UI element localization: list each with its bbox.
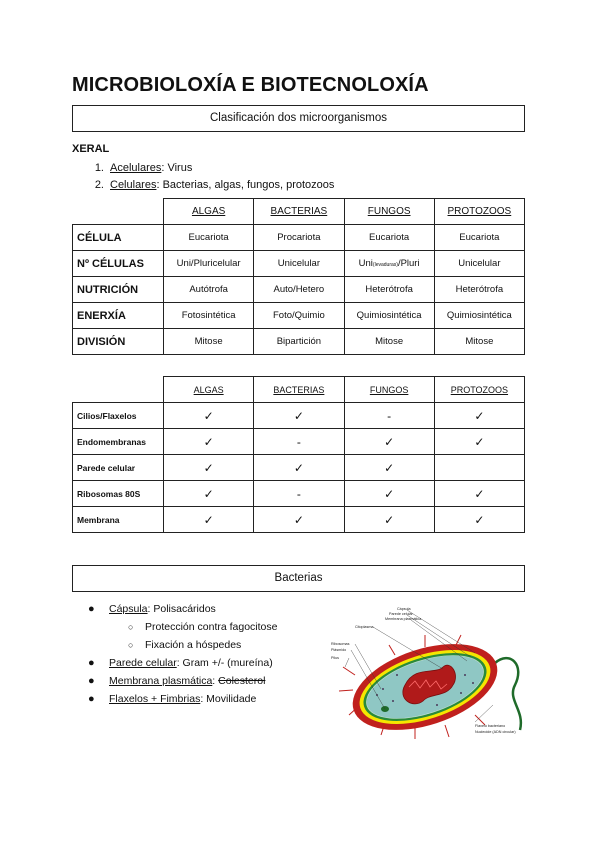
table-cell: ✓ (344, 429, 434, 455)
list-item: ○ Fixación a hóspedes (88, 636, 278, 654)
table-cell: Eucariota (434, 225, 524, 251)
table-cell: ✓ (254, 507, 344, 533)
table-cell: Eucariota (164, 225, 254, 251)
row-header: Nº CÉLULAS (73, 251, 164, 277)
bullet-icon: ● (88, 657, 95, 669)
table-cell: ✓ (434, 507, 524, 533)
table-row (73, 507, 525, 533)
circle-bullet-icon: ○ (128, 640, 134, 650)
table-header-row (73, 377, 525, 403)
list-item: ● Membrana plasmática: Colesterol (88, 672, 278, 690)
table-cell: Quimiosintética (344, 303, 434, 329)
bacterias-list (88, 600, 278, 708)
table-cell: Mitose (164, 329, 254, 355)
row-header: Endomembranas (73, 429, 164, 455)
table-cell: Unicelular (254, 251, 344, 277)
section-header-bacterias: Bacterias (72, 565, 525, 592)
column-header: ALGAS (164, 199, 254, 225)
table-cell: Mitose (344, 329, 434, 355)
table-cell: - (254, 481, 344, 507)
table-row (73, 329, 525, 355)
column-header: PROTOZOOS (434, 199, 524, 225)
list-item: ○ Protección contra fagocitose (88, 618, 278, 636)
row-header: CÉLULA (73, 225, 164, 251)
table-row (73, 429, 525, 455)
table-cell: Procariota (254, 225, 344, 251)
table-cell: Fotosintética (164, 303, 254, 329)
table-row (73, 303, 525, 329)
flagellum-shape (495, 658, 521, 730)
list-item: ● Flaxelos + Fimbrias: Movilidade (88, 690, 278, 708)
diagram-label: Membrana plasmática (385, 617, 422, 621)
row-header: Ribosomas 80S (73, 481, 164, 507)
table-cell: ✓ (164, 429, 254, 455)
table-cell: ✓ (344, 507, 434, 533)
term: Celulares (110, 179, 157, 191)
table-cell: ✓ (344, 481, 434, 507)
section-header-clasificacion: Clasificación dos microorganismos (72, 105, 525, 132)
table-cell: Uni/Pluricelular (164, 251, 254, 277)
bacterium-diagram (325, 605, 530, 745)
table-cell: Heterótrofa (344, 277, 434, 303)
table-cell: Heterótrofa (434, 277, 524, 303)
bullet-icon: ● (88, 603, 95, 615)
table-cell: ✓ (164, 507, 254, 533)
table-cell: - (254, 429, 344, 455)
column-header: BACTERIAS (254, 199, 344, 225)
diagram-label: Cápsula (397, 607, 411, 611)
column-header: BACTERIAS (254, 377, 344, 403)
list-item: ● Parede celular: Gram +/- (mureína) (88, 654, 278, 672)
list-item: 1. Acelulares: Virus (94, 162, 193, 174)
diagram-label: Pilus (331, 656, 339, 660)
table-cell: ✓ (164, 455, 254, 481)
table-cell (434, 455, 524, 481)
diagram-label: Flaxelo bacteriano (475, 724, 506, 728)
xeral-heading: XERAL (72, 143, 110, 155)
table-structures (72, 376, 525, 533)
table-row (73, 277, 525, 303)
diagram-label: Nucleoide (ADN circular) (475, 730, 516, 734)
column-header: FUNGOS (344, 199, 434, 225)
xeral-list (72, 160, 334, 194)
row-header: DIVISIÓN (73, 329, 164, 355)
table-cell: ✓ (434, 481, 524, 507)
diagram-label: Plásmido (331, 648, 347, 652)
table-cell: ✓ (164, 481, 254, 507)
diagram-label: Ribosomas (331, 642, 350, 646)
list-item: ● Cápsula: Polisacáridos (88, 600, 278, 618)
table-cell: Foto/Quimio (254, 303, 344, 329)
table-cell: Autótrofa (164, 277, 254, 303)
circle-bullet-icon: ○ (128, 622, 134, 632)
table-row (73, 455, 525, 481)
table-classification (72, 198, 525, 355)
table-cell: ✓ (254, 403, 344, 429)
table-cell: ✓ (344, 455, 434, 481)
page-title: MICROBIOLOXÍA E BIOTECNOLOXÍA (72, 74, 429, 96)
row-header: Cilios/Flaxelos (73, 403, 164, 429)
column-header: ALGAS (164, 377, 254, 403)
column-header: FUNGOS (344, 377, 434, 403)
table-cell: Unicelular (434, 251, 524, 277)
bullet-icon: ● (88, 693, 95, 705)
bullet-icon: ● (88, 675, 95, 687)
table-row (73, 225, 525, 251)
row-header: ENERXÍA (73, 303, 164, 329)
table-row (73, 481, 525, 507)
row-header: Parede celular (73, 455, 164, 481)
table-cell: Mitose (434, 329, 524, 355)
row-header: NUTRICIÓN (73, 277, 164, 303)
table-row (73, 251, 525, 277)
column-header: PROTOZOOS (434, 377, 524, 403)
table-cell: Quimiosintética (434, 303, 524, 329)
diagram-label: Parede celular (389, 612, 413, 616)
table-cell: ✓ (164, 403, 254, 429)
table-cell: Uni(levaduras)/Pluri (344, 251, 434, 277)
table-cell: Bipartición (254, 329, 344, 355)
table-cell: Eucariota (344, 225, 434, 251)
row-header: Membrana (73, 507, 164, 533)
diagram-label: Citoplasma (355, 625, 374, 629)
table-cell: ✓ (434, 403, 524, 429)
table-header-row (73, 199, 525, 225)
table-cell: - (344, 403, 434, 429)
list-item: 2. Celulares: Bacterias, algas, fungos, protozoos (94, 179, 335, 191)
table-cell: Auto/Hetero (254, 277, 344, 303)
table-cell: ✓ (254, 455, 344, 481)
table-row (73, 403, 525, 429)
term: Acelulares (110, 162, 162, 174)
table-cell: ✓ (434, 429, 524, 455)
